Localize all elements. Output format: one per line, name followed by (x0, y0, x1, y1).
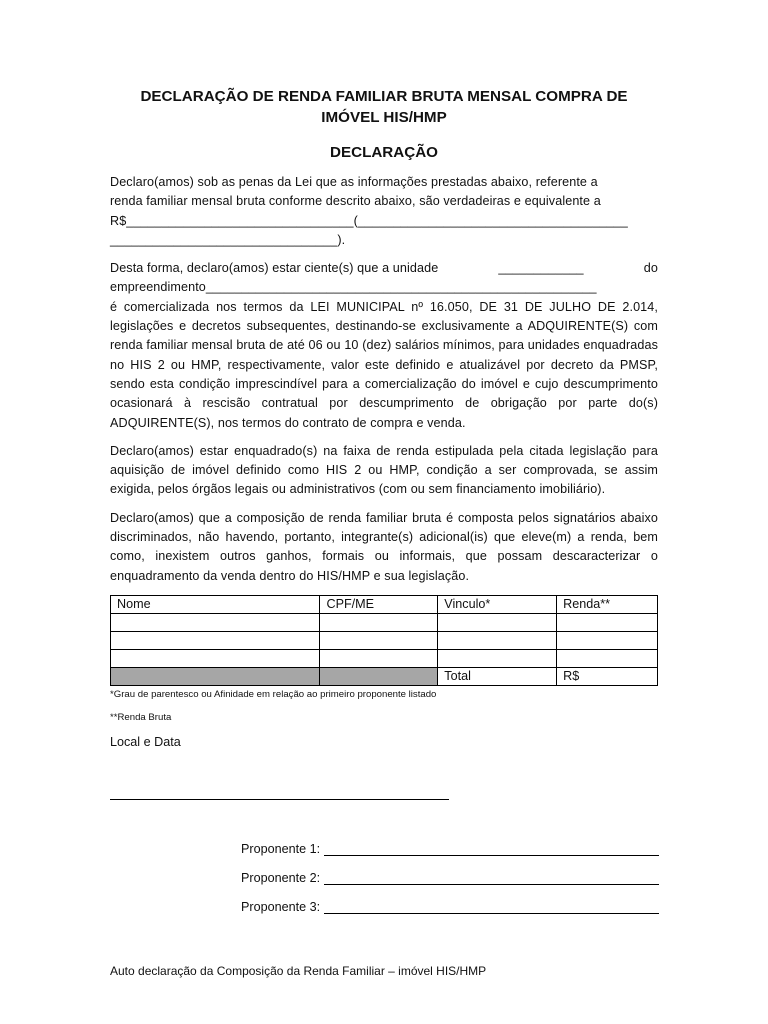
footnote-gross-income: **Renda Bruta (110, 711, 172, 723)
total-label: Total (438, 667, 557, 685)
paragraph-income-bracket: Declaro(amos) estar enquadrado(s) na faixa de renda estipulada pela citada legislação para aquisição de imóvel definido como HIS 2 ou HMP, condição a ser comprovada, se assim exigida, pelos órgãos legais ou administrativos (com ou sem financiamento imobiliário). (110, 443, 658, 497)
paragraph-income-composition: Declaro(amos) que a composição de renda familiar bruta é composta pelos signatários abaixo discriminados, não havendo, portanto, integrante(s) adicional(is) que eleve(m) a renda, bem como, inexistem outros ganhos, formais ou informais, que possam descaracterizar o enquadramento da venda dentro do HIS/HMP e sua legislação. (110, 510, 658, 583)
signature-line[interactable] (324, 901, 659, 914)
header-cpf: CPF/ME (320, 595, 438, 613)
cell-nome[interactable] (111, 613, 320, 631)
shaded-cell (320, 667, 438, 685)
cell-cpf[interactable] (320, 613, 438, 631)
document-subtitle: DECLARAÇÃO (330, 144, 438, 161)
document-body (110, 86, 658, 749)
header-nome: Nome (111, 595, 320, 613)
cell-renda[interactable] (557, 631, 658, 649)
cell-renda[interactable] (557, 649, 658, 667)
cell-vinculo[interactable] (438, 649, 557, 667)
signature-line[interactable] (324, 843, 659, 856)
cell-renda[interactable] (557, 613, 658, 631)
signature-line[interactable] (324, 872, 659, 885)
header-vinculo: Vinculo* (438, 595, 557, 613)
table-header-row (111, 595, 658, 613)
total-value[interactable]: R$ (557, 667, 658, 685)
shaded-cell (111, 667, 320, 685)
table-row (111, 631, 658, 649)
signature-proponente-3[interactable]: Proponente 3: (241, 900, 659, 914)
local-date-label: Local e Data (110, 734, 181, 749)
signature-proponente-1[interactable]: Proponente 1: (241, 842, 659, 856)
cell-cpf[interactable] (320, 631, 438, 649)
cell-vinculo[interactable] (438, 613, 557, 631)
signature-proponente-2[interactable]: Proponente 2: (241, 871, 659, 885)
document-footer: Auto declaração da Composição da Renda Familiar – imóvel HIS/HMP (110, 964, 487, 978)
unit-line: Desta forma, declaro(amos) estar ciente(s) que a unidade ____________ do (110, 261, 658, 276)
cell-vinculo[interactable] (438, 631, 557, 649)
table-row (111, 613, 658, 631)
header-renda: Renda** (557, 595, 658, 613)
footnote-kinship: *Grau de parentesco ou Afinidade em relação ao primeiro proponente listado (110, 688, 437, 700)
cell-nome[interactable] (111, 649, 320, 667)
paragraph-income-declaration: Declaro(amos) sob as penas da Lei que as informações prestadas abaixo, referente a renda familiar mensal bruta conforme descrito abaixo, são verdadeiras e equivalente a R$________________________________(______________________________________ ________________________________). (110, 175, 628, 247)
paragraph-legal-terms: Desta forma, declaro(amos) estar ciente(s) que a unidade ____________ do empreendimento_______________________________________________________ é comercializada nos termos da LEI MUNICIPAL nº 16.050, DE 31 DE JULHO DE 2.014, legislações e decretos subsequentes, destinando-se exclusivamente a ADQUIRENTE(S) com renda familiar mensal bruta de até 06 ou 10 (dez) salários mínimos, para unidades enquadradas no HIS 2 ou HMP, respectivamente, valor este definido e atualizável por decreto da PMSP, sendo esta condição imprescindível para a comercialização do imóvel e cujo descumprimento ocasionará à rescisão contratual por descumprimento de obrigação por parte do(s) ADQUIRENTE(S), nos termos do contrato de compra e venda. (110, 261, 658, 430)
cell-cpf[interactable] (320, 649, 438, 667)
table-row (111, 649, 658, 667)
local-date-line[interactable] (110, 799, 449, 800)
document-title: DECLARAÇÃO DE RENDA FAMILIAR BRUTA MENSAL COMPRA DE IMÓVEL HIS/HMP (140, 88, 628, 126)
table-total-row (111, 667, 658, 685)
income-table (110, 595, 658, 686)
cell-nome[interactable] (111, 631, 320, 649)
